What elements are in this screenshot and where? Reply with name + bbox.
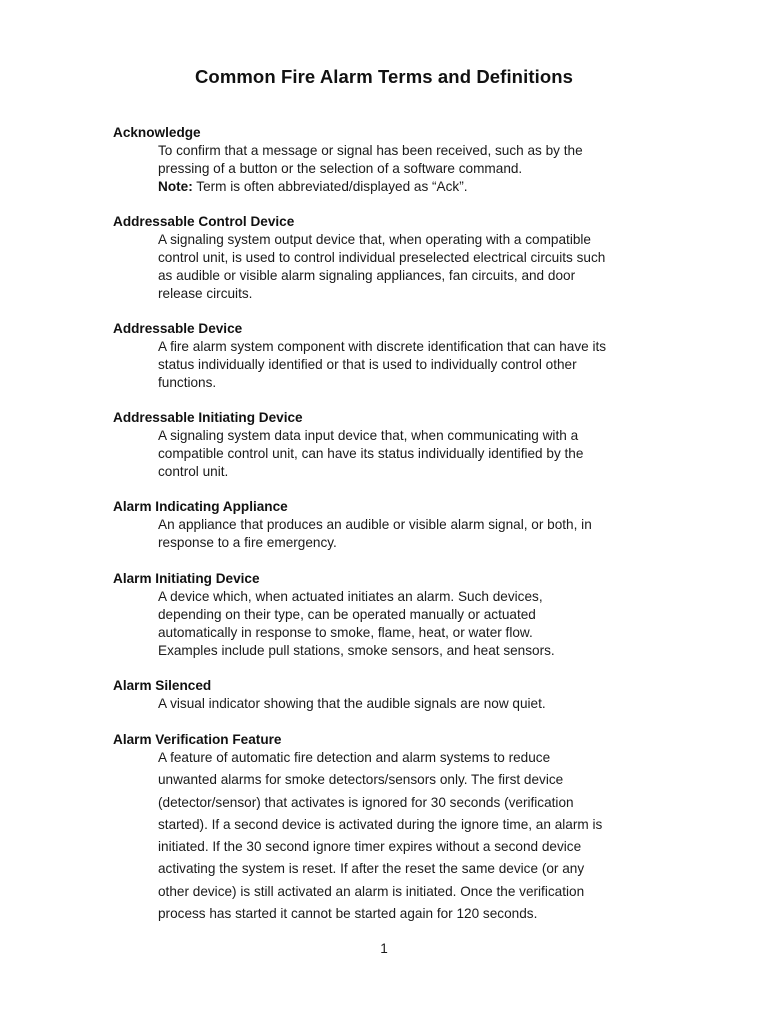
definition-line: A signaling system output device that, when operating with a compatible bbox=[158, 232, 591, 247]
term-heading: Addressable Control Device bbox=[113, 214, 295, 229]
term-definition bbox=[158, 231, 668, 303]
term-definition bbox=[158, 142, 668, 196]
definition-line: A feature of automatic fire detection and alarm systems to reduce bbox=[158, 750, 551, 765]
definition-line: depending on their type, can be operated manually or actuated bbox=[158, 607, 536, 622]
page-number: 1 bbox=[380, 941, 388, 956]
definition-line: release circuits. bbox=[158, 286, 253, 301]
term-definition bbox=[158, 516, 668, 552]
term-heading: Alarm Silenced bbox=[113, 678, 212, 693]
term-heading: Alarm Initiating Device bbox=[113, 571, 260, 586]
definition-line: initiated. If the 30 second ignore timer expires without a second device bbox=[158, 839, 582, 855]
definition-line: started). If a second device is activated during the ignore time, an alarm is bbox=[158, 816, 603, 832]
note-text: Term is often abbreviated/displayed as “Ack”. bbox=[192, 179, 468, 194]
term-definition bbox=[158, 695, 668, 713]
document-title: Common Fire Alarm Terms and Definitions bbox=[194, 66, 574, 87]
definition-line: A signaling system data input device that, when communicating with a bbox=[158, 428, 579, 443]
definition-line: To confirm that a message or signal has been received, such as by the bbox=[158, 143, 583, 158]
definition-line: other device) is still activated an alarm is initiated. Once the verification bbox=[158, 883, 585, 899]
term-heading: Addressable Device bbox=[113, 321, 243, 336]
definition-line: response to a fire emergency. bbox=[158, 535, 337, 550]
definition-line: functions. bbox=[158, 375, 217, 390]
definition-line: control unit, is used to control individual preselected electrical circuits such bbox=[158, 250, 606, 265]
definition-line: A visual indicator showing that the audible signals are now quiet. bbox=[158, 696, 546, 711]
definition-line: automatically in response to smoke, flame, heat, or water flow. bbox=[158, 625, 533, 640]
definition-note bbox=[158, 178, 668, 196]
note-label: Note: bbox=[158, 179, 193, 194]
definition-line: A fire alarm system component with discrete identification that can have its bbox=[158, 339, 607, 354]
definition-line: (detector/sensor) that activates is ignored for 30 seconds (verification bbox=[158, 794, 574, 810]
definition-line: compatible control unit, can have its status individually identified by the bbox=[158, 446, 584, 461]
term-definition bbox=[158, 588, 668, 660]
definition-line: process has started it cannot be started again for 120 seconds. bbox=[158, 906, 538, 922]
term-heading: Acknowledge bbox=[113, 125, 201, 140]
definition-line: An appliance that produces an audible or visible alarm signal, or both, in bbox=[158, 517, 592, 532]
term-definition bbox=[158, 338, 668, 392]
term-heading: Alarm Verification Feature bbox=[113, 732, 282, 747]
definition-line: status individually identified or that is used to individually control other bbox=[158, 357, 577, 372]
definition-line: A device which, when actuated initiates an alarm. Such devices, bbox=[158, 589, 543, 604]
definition-line: control unit. bbox=[158, 464, 229, 479]
definition-line: Examples include pull stations, smoke sensors, and heat sensors. bbox=[158, 643, 555, 658]
term-heading: Alarm Indicating Appliance bbox=[113, 499, 288, 514]
term-definition bbox=[158, 427, 668, 481]
term-heading: Addressable Initiating Device bbox=[113, 410, 303, 425]
definition-line: as audible or visible alarm signaling appliances, fan circuits, and door bbox=[158, 268, 576, 283]
definition-line: unwanted alarms for smoke detectors/sensors only. The first device bbox=[158, 772, 564, 788]
definition-line: activating the system is reset. If after the reset the same device (or any bbox=[158, 861, 585, 877]
definition-line: pressing of a button or the selection of a software command. bbox=[158, 161, 523, 176]
term-definition bbox=[158, 747, 668, 925]
